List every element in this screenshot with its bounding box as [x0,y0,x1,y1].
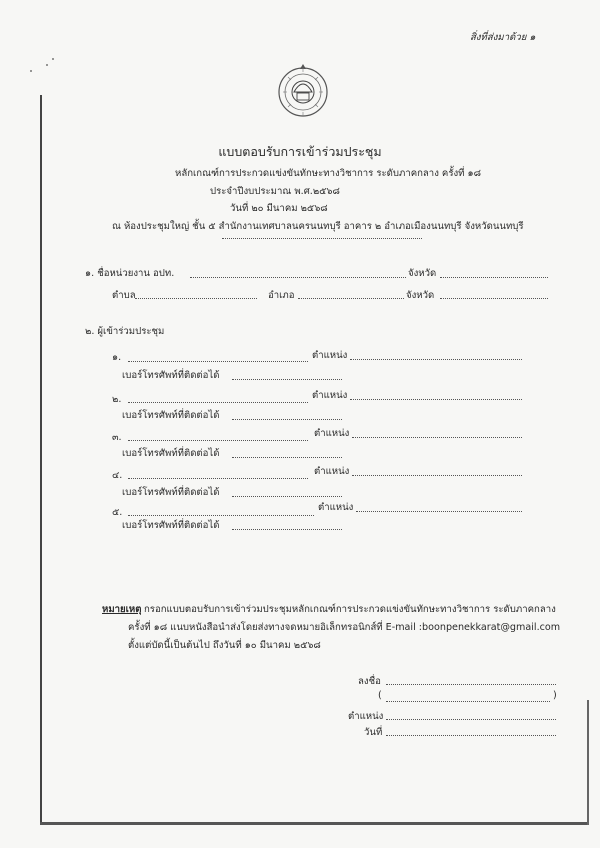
scan-border-right [587,700,589,825]
emblem-seal-icon [277,62,329,124]
header-line-1: หลักเกณฑ์การประกวดแข่งขันทักษะทางวิชาการ ระดับภาคกลาง ครั้งที่ ๑๘ [175,168,482,179]
position-label: ตำแหน่ง [312,390,348,401]
district-label: อำเภอ [268,290,295,301]
participant-phone-field[interactable] [232,496,342,497]
date-field[interactable] [386,735,556,736]
position-label: ตำแหน่ง [314,428,350,439]
phone-label: เบอร์โทรศัพท์ที่ติดต่อได้ [122,370,220,381]
signature-label: ลงชื่อ [358,676,381,687]
form-title: แบบตอบรับการเข้าร่วมประชุม [218,144,382,159]
district-field[interactable] [298,298,404,299]
attachment-label: สิ่งที่ส่งมาด้วย ๑ [470,32,536,43]
participant-position-field[interactable] [352,475,522,476]
header-line-3: วันที่ ๒๐ มีนาคม ๒๕๖๘ [230,203,328,214]
province2-label: จังหวัด [406,290,435,301]
note-label: หมายเหตุ [102,604,142,615]
scan-border-left [40,95,42,825]
participant-number: ๑. [112,352,122,363]
scan-speck [30,70,32,72]
participant-number: ๒. [112,394,122,405]
participant-number: ๓. [112,432,122,443]
phone-label: เบอร์โทรศัพท์ที่ติดต่อได้ [122,448,220,459]
participant-number: ๔. [112,470,123,481]
date-label: วันที่ [364,727,383,738]
participant-name-field[interactable] [128,440,308,441]
paren-close: ) [553,690,557,701]
header-line-4: ณ ห้องประชุมใหญ่ ชั้น ๕ สำนักงานเทศบาลนครนนทบุรี อาคาร ๒ อำเภอเมืองนนทบุรี จังหวัดนนทบุรี [112,221,524,232]
participant-phone-field[interactable] [232,419,342,420]
org-name-field[interactable] [190,277,406,278]
participant-position-field[interactable] [356,511,522,512]
note-line-3: ตั้งแต่บัดนี้เป็นต้นไป ถึงวันที่ ๑๐ มีนาคม ๒๕๖๘ [128,640,321,651]
participant-name-field[interactable] [128,402,308,403]
note-line-2: ครั้งที่ ๑๘ แนบหนังสือนำส่งโดยส่งทางจดหมายอิเล็กทรอนิกส์ที่ E-mail :boonpenekkarat@gmail.com [128,622,561,633]
position-label: ตำแหน่ง [314,466,350,477]
signer-name-field[interactable] [386,701,550,702]
participant-phone-field[interactable] [232,457,342,458]
participant-phone-field[interactable] [232,379,342,380]
signature-field[interactable] [386,684,556,685]
participants-heading: ๒. ผู้เข้าร่วมประชุม [85,326,165,337]
participant-phone-field[interactable] [232,529,342,530]
province-label: จังหวัด [408,268,437,279]
position-label: ตำแหน่ง [312,350,348,361]
note-line-1: กรอกแบบตอบรับการเข้าร่วมประชุมหลักเกณฑ์การประกวดแข่งขันทักษะทางวิชาการ ระดับภาคกลาง [144,604,556,615]
paren-open: ( [378,690,382,701]
header-underline [222,238,422,239]
phone-label: เบอร์โทรศัพท์ที่ติดต่อได้ [122,410,220,421]
participant-position-field[interactable] [350,399,522,400]
participant-position-field[interactable] [350,359,522,360]
org-name-label: ๑. ชื่อหน่วยงาน อปท. [85,268,175,279]
phone-label: เบอร์โทรศัพท์ที่ติดต่อได้ [122,520,220,531]
signer-position-label: ตำแหน่ง [348,711,384,722]
province-field[interactable] [440,277,548,278]
subdistrict-field[interactable] [135,298,257,299]
subdistrict-label: ตำบล [112,290,136,301]
header-line-2: ประจำปีงบประมาณ พ.ศ.๒๕๖๘ [210,186,340,197]
participant-name-field[interactable] [128,478,308,479]
signer-position-field[interactable] [386,719,556,720]
phone-label: เบอร์โทรศัพท์ที่ติดต่อได้ [122,487,220,498]
position-label: ตำแหน่ง [318,502,354,513]
scan-border-bottom [40,822,588,825]
participant-name-field[interactable] [128,515,314,516]
province2-field[interactable] [440,298,548,299]
scan-speck [52,58,54,60]
participant-number: ๕. [112,507,123,518]
scan-speck [46,64,48,66]
participant-name-field[interactable] [128,361,308,362]
participant-position-field[interactable] [352,437,522,438]
